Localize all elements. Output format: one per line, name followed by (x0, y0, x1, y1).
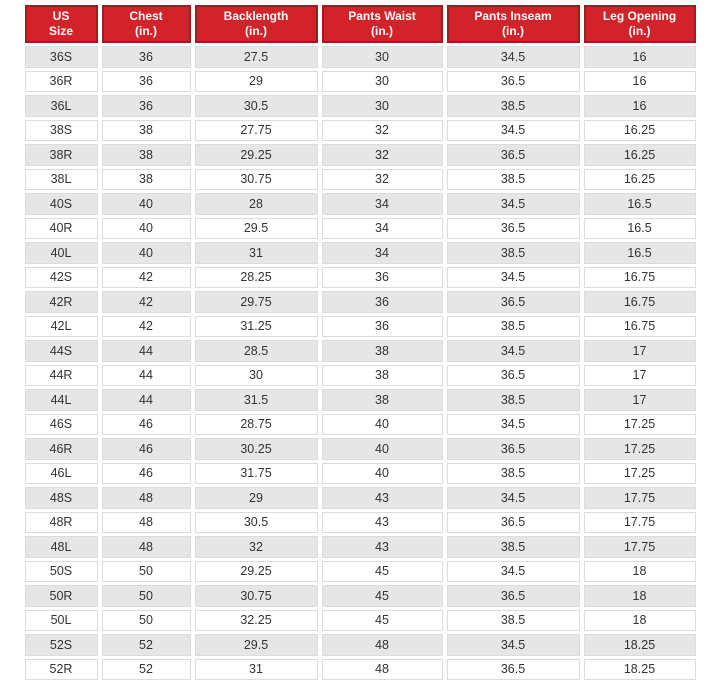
table-cell: 27.75 (195, 120, 318, 142)
table-body (25, 46, 696, 680)
table-cell: 52S (25, 634, 98, 656)
table-cell: 42R (25, 291, 98, 313)
table-cell: 34.5 (447, 46, 580, 68)
table-cell: 16 (584, 46, 696, 68)
table-row (25, 512, 696, 534)
table-row (25, 242, 696, 264)
table-row (25, 365, 696, 387)
table-cell: 40 (102, 218, 191, 240)
table-cell: 36.5 (447, 659, 580, 681)
table-cell: 30 (322, 71, 443, 93)
table-cell: 44L (25, 389, 98, 411)
table-cell: 46 (102, 414, 191, 436)
table-cell: 17 (584, 340, 696, 362)
table-cell: 18 (584, 610, 696, 632)
table-cell: 48S (25, 487, 98, 509)
table-cell: 32 (195, 536, 318, 558)
table-cell: 40R (25, 218, 98, 240)
table-cell: 40 (322, 438, 443, 460)
table-cell: 38.5 (447, 610, 580, 632)
table-cell: 38R (25, 144, 98, 166)
table-cell: 50S (25, 561, 98, 583)
table-cell: 31 (195, 242, 318, 264)
table-cell: 17.25 (584, 414, 696, 436)
table-row (25, 634, 696, 656)
table-cell: 30.5 (195, 512, 318, 534)
table-cell: 46L (25, 463, 98, 485)
table-cell: 43 (322, 536, 443, 558)
table-cell: 30 (195, 365, 318, 387)
table-cell: 40L (25, 242, 98, 264)
table-cell: 34 (322, 242, 443, 264)
table-cell: 29.25 (195, 144, 318, 166)
table-cell: 38 (102, 120, 191, 142)
table-cell: 36.5 (447, 144, 580, 166)
table-cell: 30.75 (195, 169, 318, 191)
table-cell: 34.5 (447, 340, 580, 362)
table-cell: 48 (102, 536, 191, 558)
table-cell: 36 (102, 46, 191, 68)
table-cell: 38 (322, 389, 443, 411)
table-cell: 38.5 (447, 95, 580, 117)
table-cell: 46 (102, 438, 191, 460)
column-header-pants-inseam-in: Pants Inseam (in.) (447, 5, 580, 43)
table-header (25, 5, 696, 43)
table-cell: 28 (195, 193, 318, 215)
table-cell: 16 (584, 71, 696, 93)
table-cell: 16.25 (584, 144, 696, 166)
table-cell: 34.5 (447, 414, 580, 436)
table-cell: 40 (102, 193, 191, 215)
table-cell: 30 (322, 95, 443, 117)
table-row (25, 291, 696, 313)
table-cell: 17.75 (584, 487, 696, 509)
table-cell: 48 (102, 512, 191, 534)
table-cell: 30.5 (195, 95, 318, 117)
table-row (25, 487, 696, 509)
table-cell: 16.75 (584, 267, 696, 289)
table-cell: 50 (102, 561, 191, 583)
table-row (25, 438, 696, 460)
table-row (25, 316, 696, 338)
table-cell: 28.25 (195, 267, 318, 289)
table-cell: 16.5 (584, 218, 696, 240)
table-row (25, 340, 696, 362)
table-cell: 17.75 (584, 536, 696, 558)
table-cell: 40 (102, 242, 191, 264)
table-cell: 36S (25, 46, 98, 68)
table-cell: 42L (25, 316, 98, 338)
table-cell: 31.5 (195, 389, 318, 411)
table-cell: 36.5 (447, 512, 580, 534)
table-cell: 32 (322, 144, 443, 166)
table-cell: 30 (322, 46, 443, 68)
table-row (25, 389, 696, 411)
table-cell: 17 (584, 389, 696, 411)
table-cell: 34 (322, 193, 443, 215)
table-row (25, 659, 696, 681)
table-cell: 52 (102, 659, 191, 681)
table-cell: 30.75 (195, 585, 318, 607)
table-cell: 40 (322, 414, 443, 436)
table-cell: 36.5 (447, 438, 580, 460)
table-cell: 34.5 (447, 561, 580, 583)
table-cell: 43 (322, 512, 443, 534)
table-cell: 36 (102, 71, 191, 93)
column-header-pants-waist-in: Pants Waist (in.) (322, 5, 443, 43)
table-cell: 38.5 (447, 169, 580, 191)
table-cell: 38.5 (447, 242, 580, 264)
table-cell: 28.75 (195, 414, 318, 436)
table-cell: 52 (102, 634, 191, 656)
table-cell: 34.5 (447, 120, 580, 142)
table-cell: 16.25 (584, 120, 696, 142)
table-cell: 50R (25, 585, 98, 607)
table-row (25, 536, 696, 558)
table-cell: 42S (25, 267, 98, 289)
table-cell: 48 (102, 487, 191, 509)
table-cell: 46R (25, 438, 98, 460)
table-cell: 40 (322, 463, 443, 485)
column-header-chest-in: Chest (in.) (102, 5, 191, 43)
table-cell: 16.5 (584, 193, 696, 215)
table-cell: 18 (584, 561, 696, 583)
table-cell: 32 (322, 169, 443, 191)
table-cell: 43 (322, 487, 443, 509)
table-row (25, 585, 696, 607)
table-row (25, 218, 696, 240)
table-cell: 32 (322, 120, 443, 142)
table-cell: 46 (102, 463, 191, 485)
table-cell: 32.25 (195, 610, 318, 632)
table-row (25, 414, 696, 436)
table-cell: 31.75 (195, 463, 318, 485)
table-cell: 38L (25, 169, 98, 191)
table-cell: 29 (195, 487, 318, 509)
column-header-leg-opening-in: Leg Opening (in.) (584, 5, 696, 43)
table-cell: 31.25 (195, 316, 318, 338)
table-cell: 16.75 (584, 291, 696, 313)
column-header-backlength-in: Backlength (in.) (195, 5, 318, 43)
table-cell: 29 (195, 71, 318, 93)
table-cell: 38 (322, 340, 443, 362)
table-cell: 36.5 (447, 365, 580, 387)
table-cell: 18 (584, 585, 696, 607)
table-cell: 48 (322, 659, 443, 681)
table-cell: 36 (322, 291, 443, 313)
table-cell: 44 (102, 365, 191, 387)
table-cell: 36.5 (447, 71, 580, 93)
table-row (25, 120, 696, 142)
table-cell: 48L (25, 536, 98, 558)
table-cell: 42 (102, 291, 191, 313)
table-cell: 31 (195, 659, 318, 681)
table-cell: 36R (25, 71, 98, 93)
table-cell: 16.25 (584, 169, 696, 191)
table-cell: 50 (102, 585, 191, 607)
table-cell: 48 (322, 634, 443, 656)
table-cell: 17.25 (584, 438, 696, 460)
table-cell: 50 (102, 610, 191, 632)
table-row (25, 463, 696, 485)
table-cell: 38 (102, 144, 191, 166)
table-row (25, 169, 696, 191)
table-cell: 50L (25, 610, 98, 632)
table-row (25, 561, 696, 583)
table-cell: 44S (25, 340, 98, 362)
table-cell: 17 (584, 365, 696, 387)
table-cell: 34.5 (447, 193, 580, 215)
table-cell: 44 (102, 389, 191, 411)
table-cell: 36L (25, 95, 98, 117)
table-cell: 18.25 (584, 659, 696, 681)
table-cell: 45 (322, 585, 443, 607)
size-chart-table (21, 2, 700, 683)
table-cell: 16.5 (584, 242, 696, 264)
table-cell: 36 (322, 267, 443, 289)
table-row (25, 144, 696, 166)
table-cell: 34.5 (447, 634, 580, 656)
table-cell: 38.5 (447, 316, 580, 338)
table-cell: 44 (102, 340, 191, 362)
table-cell: 40S (25, 193, 98, 215)
table-cell: 38.5 (447, 389, 580, 411)
table-cell: 36.5 (447, 291, 580, 313)
table-cell: 18.25 (584, 634, 696, 656)
table-row (25, 267, 696, 289)
table-row (25, 610, 696, 632)
table-cell: 29.75 (195, 291, 318, 313)
table-row (25, 193, 696, 215)
header-row (25, 5, 696, 43)
table-cell: 52R (25, 659, 98, 681)
table-row (25, 71, 696, 93)
table-cell: 17.75 (584, 512, 696, 534)
table-cell: 16.75 (584, 316, 696, 338)
table-cell: 38.5 (447, 463, 580, 485)
table-cell: 38 (322, 365, 443, 387)
table-cell: 36.5 (447, 218, 580, 240)
table-cell: 48R (25, 512, 98, 534)
table-cell: 17.25 (584, 463, 696, 485)
table-cell: 28.5 (195, 340, 318, 362)
table-cell: 46S (25, 414, 98, 436)
table-cell: 45 (322, 610, 443, 632)
table-cell: 29.5 (195, 218, 318, 240)
table-row (25, 46, 696, 68)
table-cell: 44R (25, 365, 98, 387)
table-cell: 42 (102, 267, 191, 289)
table-cell: 38 (102, 169, 191, 191)
table-cell: 30.25 (195, 438, 318, 460)
table-cell: 29.5 (195, 634, 318, 656)
table-cell: 38S (25, 120, 98, 142)
column-header-us-size: US Size (25, 5, 98, 43)
table-cell: 42 (102, 316, 191, 338)
table-cell: 29.25 (195, 561, 318, 583)
table-cell: 34.5 (447, 267, 580, 289)
table-cell: 34.5 (447, 487, 580, 509)
table-cell: 36 (102, 95, 191, 117)
table-cell: 16 (584, 95, 696, 117)
table-cell: 34 (322, 218, 443, 240)
table-row (25, 95, 696, 117)
table-cell: 38.5 (447, 536, 580, 558)
table-cell: 36 (322, 316, 443, 338)
table-cell: 45 (322, 561, 443, 583)
table-cell: 36.5 (447, 585, 580, 607)
table-cell: 27.5 (195, 46, 318, 68)
